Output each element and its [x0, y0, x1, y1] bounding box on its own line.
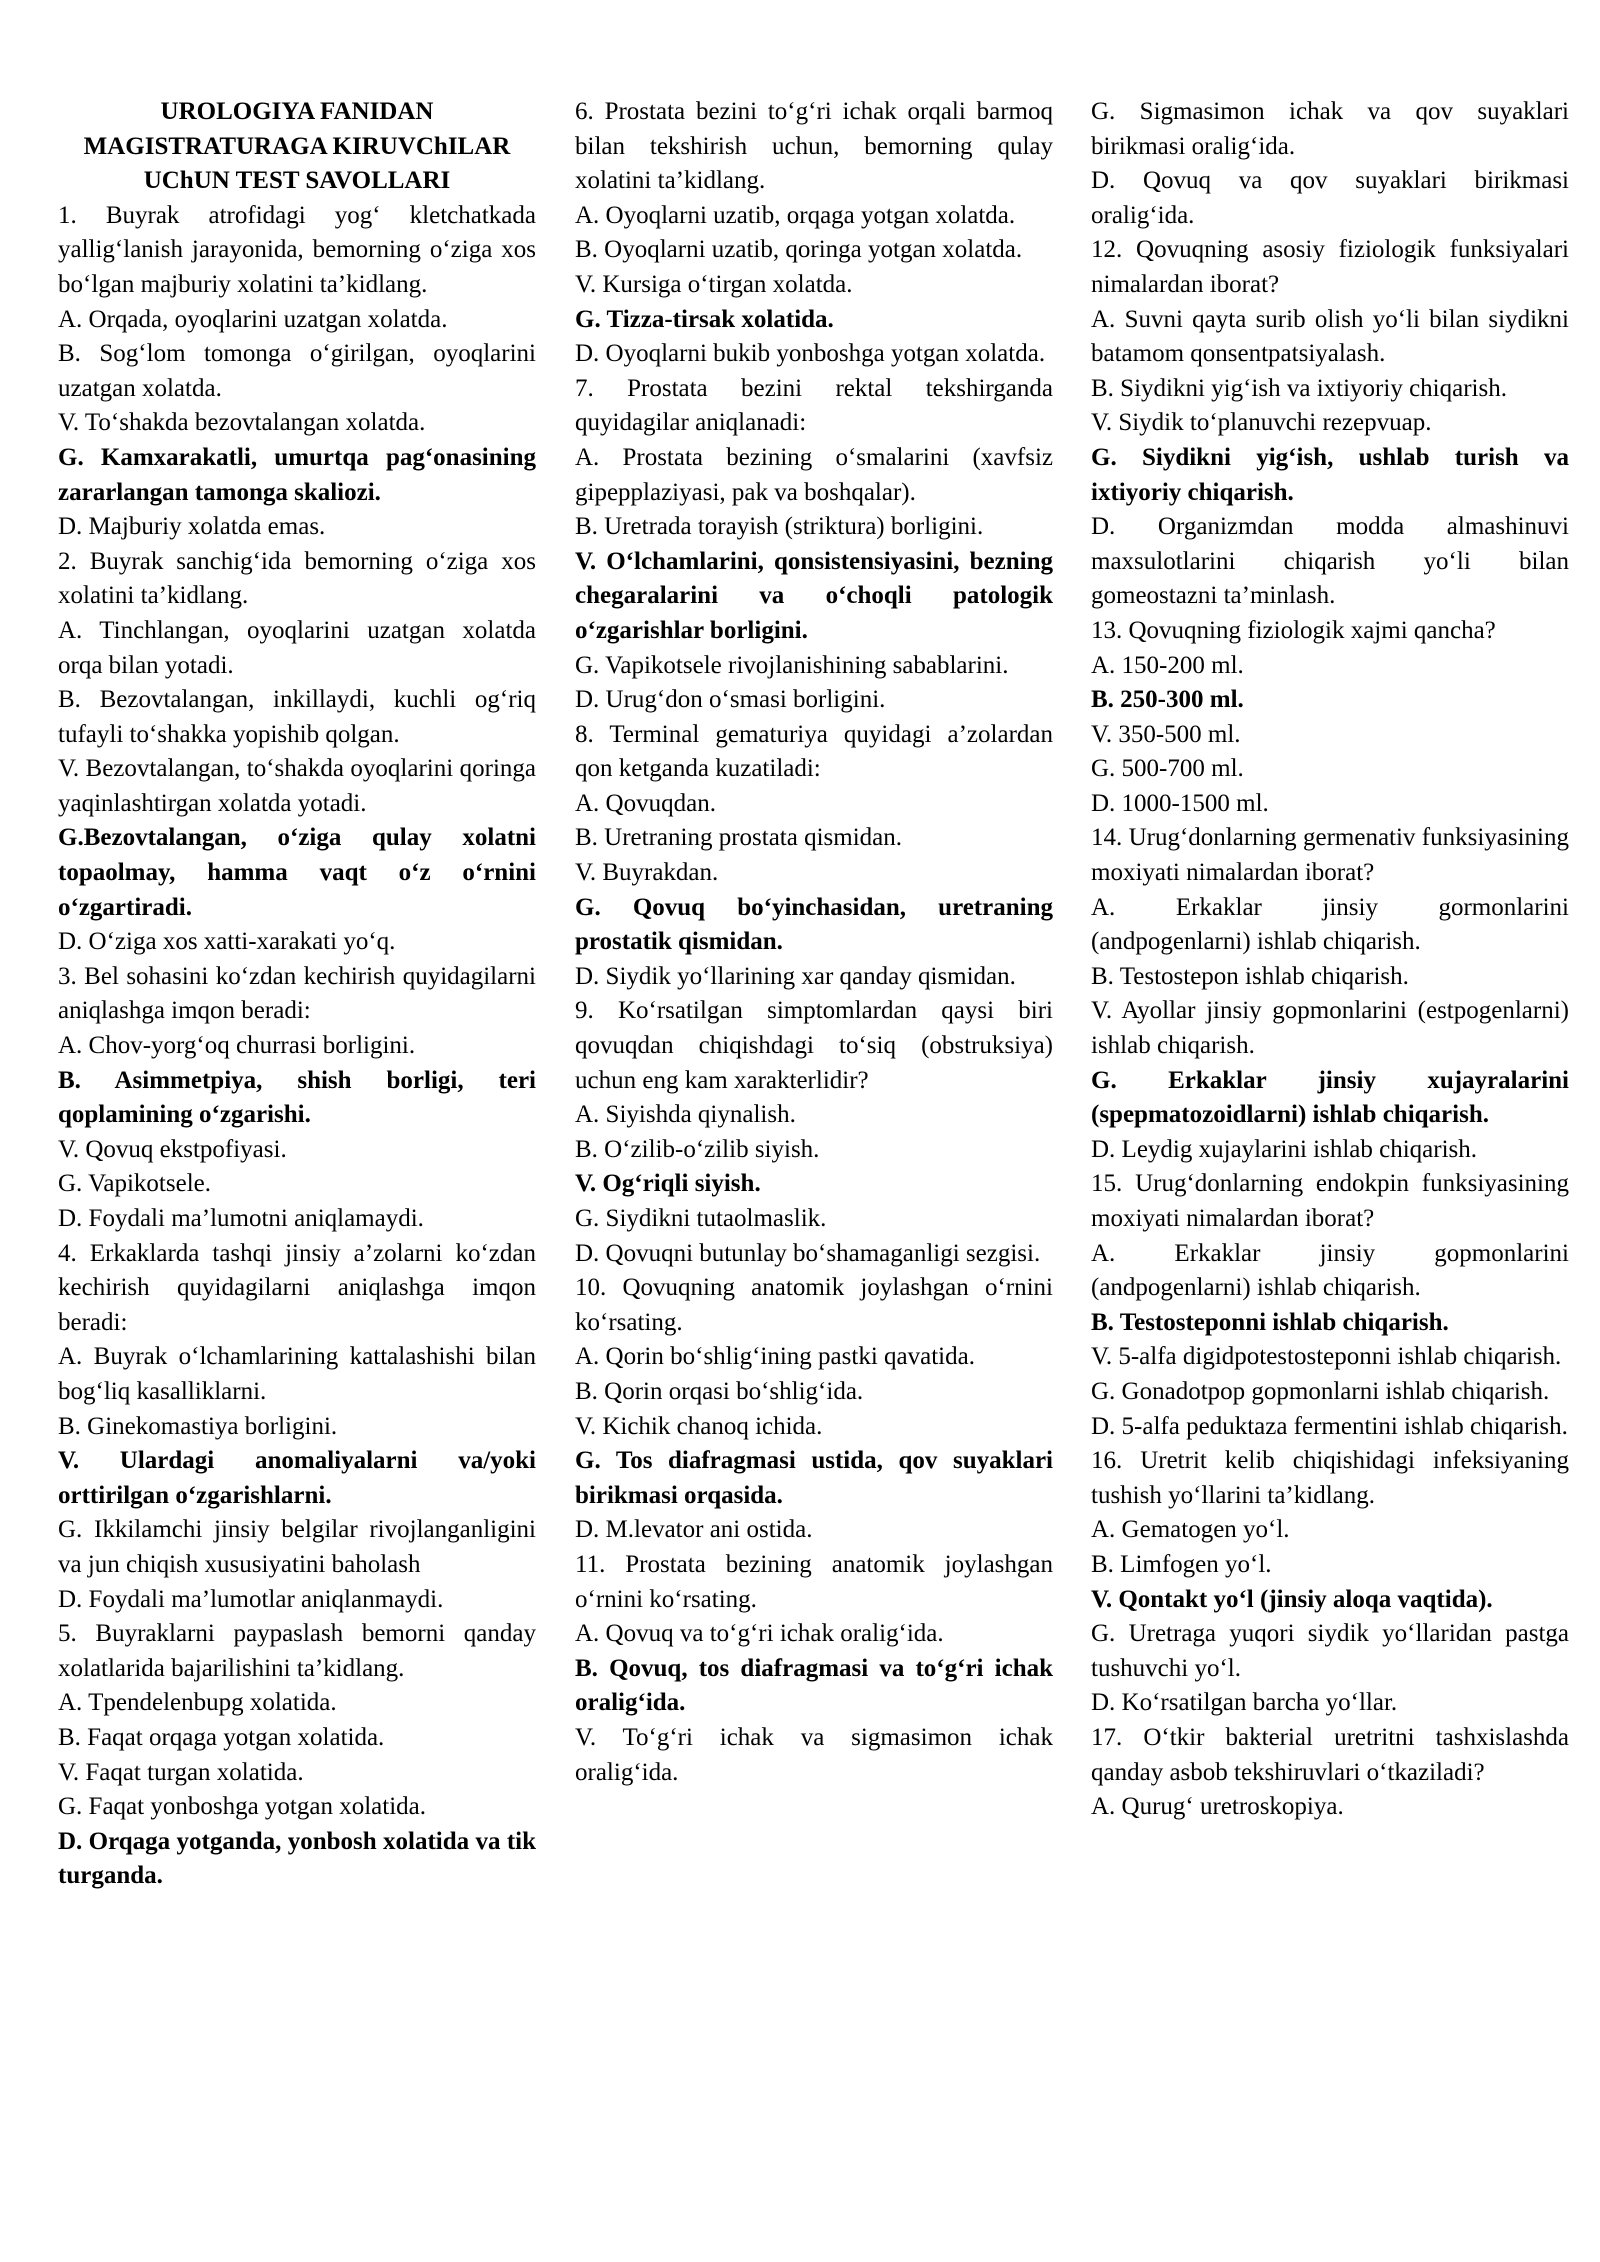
answer-key-line: G. Qovuq bo‘yinchasidan, uretraning prostatik qismidan. — [575, 893, 1053, 956]
question-line: B. Oyoqlarni uzatib, qoringa yotgan xolatda. — [575, 236, 1023, 264]
question-line: A. Oyoqlarni uzatib, orqaga yotgan xolatda. — [575, 201, 1016, 229]
question-line: D. Organizmdan modda almashinuvi maxsulotlarini chiqarish yo‘li bilan gomeostazni ta’minlash. — [1091, 513, 1569, 610]
question-line: A. Siyishda qiynalish. — [575, 1101, 796, 1129]
question-line: V. Faqat turgan xolatida. — [58, 1758, 304, 1786]
question-line: G. Gonadotpop gopmonlarni ishlab chiqarish. — [1091, 1377, 1550, 1405]
answer-key-line: G. Kamxarakatli, umurtqa pag‘onasining zararlangan tamonga skaliozi. — [58, 443, 536, 506]
question-line: D. Oyoqlarni bukib yonboshga yotgan xolatda. — [575, 340, 1046, 368]
question-line: 16. Uretrit kelib chiqishidagi infeksiyaning tushish yo‘llarini ta’kidlang. — [1091, 1447, 1569, 1509]
question-line: V. 350-500 ml. — [1091, 720, 1241, 748]
question-line: 5. Buyraklarni paypaslash bemorni qanday xolatlarida bajarilishini ta’kidlang. — [58, 1620, 536, 1682]
question-line: B. Limfogen yo‘l. — [1091, 1550, 1272, 1578]
question-line: A. Qorin bo‘shlig‘ining pastki qavatida. — [575, 1343, 975, 1371]
question-line: A. Erkaklar jinsiy gormonlarini (andpogenlarni) ishlab chiqarish. — [1091, 893, 1569, 956]
question-line: 1. Buyrak atrofidagi yog‘ kletchatkada yallig‘lanish jarayonida, bemorning o‘ziga xos bo‘lgan majburiy xolatini ta’kidlang. — [58, 201, 536, 298]
question-line: B. Testostepon ishlab chiqarish. — [1091, 962, 1409, 990]
text-column-2 — [575, 95, 1053, 1790]
question-line: B. Ginekomastiya borligini. — [58, 1412, 338, 1440]
question-line: D. Qovuqni butunlay bo‘shamaganligi sezgisi. — [575, 1239, 1041, 1267]
answer-key-line: B. Asimmetpiya, shish borligi, teri qoplamining o‘zgarishi. — [58, 1066, 536, 1129]
question-line: B. Qorin orqasi bo‘shlig‘ida. — [575, 1377, 864, 1405]
answer-key-line: G. Siydikni yig‘ish, ushlab turish va ixtiyoriy chiqarish. — [1091, 443, 1569, 506]
question-line: D. Siydik yo‘llarining xar qanday qismidan. — [575, 962, 1016, 990]
question-line: V. To‘g‘ri ichak va sigmasimon ichak oralig‘ida. — [575, 1723, 1053, 1786]
answer-key-line: V. Og‘riqli siyish. — [575, 1170, 761, 1198]
question-line: 14. Urug‘donlarning germenativ funksiyasining moxiyati nimalardan iborat? — [1091, 824, 1569, 887]
question-line: G. Vapikotsele rivojlanishining sabablarini. — [575, 651, 1009, 679]
question-line: V. Bezovtalangan, to‘shakda oyoqlarini qoringa yaqinlashtirgan xolatda yotadi. — [58, 755, 536, 817]
question-line: B. Sog‘lom tomonga o‘girilgan, oyoqlarini uzatgan xolatda. — [58, 340, 536, 402]
question-line: D. Majburiy xolatda emas. — [58, 513, 326, 541]
question-line: V. Siydik to‘planuvchi rezepvuap. — [1091, 409, 1432, 437]
answer-key-line: G. Tizza-tirsak xolatida. — [575, 305, 834, 333]
question-line: 13. Qovuqning fiziologik xajmi qancha? — [1091, 616, 1496, 644]
question-line: 2. Buyrak sanchig‘ida bemorning o‘ziga xos xolatini ta’kidlang. — [58, 547, 536, 610]
question-line: 6. Prostata bezini to‘g‘ri ichak orqali barmoq bilan tekshirish uchun, bemorning qulay xolatini ta’kidlang. — [575, 98, 1053, 195]
question-line: G. Faqat yonboshga yotgan xolatida. — [58, 1793, 426, 1821]
question-line: V. Kursiga o‘tirgan xolatda. — [575, 270, 853, 298]
question-line: V. Qovuq ekstpofiyasi. — [58, 1135, 287, 1163]
question-line: B. O‘zilib-o‘zilib siyish. — [575, 1135, 820, 1163]
question-line: A. Qovuqdan. — [575, 789, 716, 817]
text-column-1 — [58, 95, 536, 1894]
question-line: V. 5-alfa digidpotestosteponni ishlab chiqarish. — [1091, 1343, 1562, 1371]
answer-key-line: V. Ulardagi anomaliyalarni va/yoki orttirilgan o‘zgarishlarni. — [58, 1447, 536, 1509]
question-line: D. Foydali ma’lumotlar aniqlanmaydi. — [58, 1585, 444, 1613]
question-line: D. Foydali ma’lumotni aniqlamaydi. — [58, 1205, 424, 1232]
question-line: B. Siydikni yig‘ish va ixtiyoriy chiqarish. — [1091, 374, 1507, 402]
question-line: D. 5-alfa peduktaza fermentini ishlab chiqarish. — [1091, 1412, 1568, 1440]
question-line: A. Qovuq va to‘g‘ri ichak oralig‘ida. — [575, 1620, 944, 1648]
question-line: A. Suvni qayta surib olish yo‘li bilan siydikni batamom qonsentpatsiyalash. — [1091, 305, 1569, 368]
question-line: V. To‘shakda bezovtalangan xolatda. — [58, 409, 426, 437]
question-line: 3. Bel sohasini ko‘zdan kechirish quyidagilarni aniqlashga imqon beradi: — [58, 962, 536, 1025]
question-line: A. Qurug‘ uretroskopiya. — [1091, 1793, 1344, 1821]
question-line: D. 1000-1500 ml. — [1091, 789, 1269, 817]
answer-key-line: B. 250-300 ml. — [1091, 686, 1244, 714]
question-line: V. Ayollar jinsiy gopmonlarini (estpogenlarni) ishlab chiqarish. — [1091, 997, 1569, 1060]
question-line: D. Urug‘don o‘smasi borligini. — [575, 686, 886, 714]
question-line: 17. O‘tkir bakterial uretritni tashxislashda qanday asbob tekshiruvlari o‘tkaziladi? — [1091, 1723, 1569, 1786]
question-line: D. Ko‘rsatilgan barcha yo‘llar. — [1091, 1689, 1398, 1717]
question-line: B. Faqat orqaga yotgan xolatida. — [58, 1723, 385, 1751]
question-line: D. Qovuq va qov suyaklari birikmasi oralig‘ida. — [1091, 167, 1569, 229]
question-line: G. Ikkilamchi jinsiy belgilar rivojlanganligini va jun chiqish xususiyatini baholash — [58, 1516, 536, 1578]
question-line: A. Prostata bezining o‘smalarini (xavfsiz gipepplaziyasi, pak va boshqalar). — [575, 443, 1053, 506]
question-line: A. Orqada, oyoqlarini uzatgan xolatda. — [58, 305, 448, 333]
document-title: UROLOGIYA FANIDAN MAGISTRATURAGA KIRUVChILAR UChUN TEST SAVOLLARI — [83, 98, 511, 195]
question-line: A. Buyrak o‘lchamlarining kattalashishi bilan bog‘liq kasalliklarni. — [58, 1343, 536, 1405]
question-line: 9. Ko‘rsatilgan simptomlardan qaysi biri qovuqdan chiqishdagi to‘siq (obstruksiya) uchun eng kam xarakterlidir? — [575, 997, 1053, 1094]
question-line: 15. Urug‘donlarning endokpin funksiyasining moxiyati nimalardan iborat? — [1091, 1170, 1569, 1232]
question-line: 12. Qovuqning asosiy fiziologik funksiyalari nimalardan iborat? — [1091, 236, 1569, 298]
question-line: 11. Prostata bezining anatomik joylashgan o‘rnini ko‘rsating. — [575, 1550, 1053, 1613]
question-line: 7. Prostata bezini rektal tekshirganda quyidagilar aniqlanadi: — [575, 374, 1053, 437]
answer-key-line: G. Erkaklar jinsiy xujayralarini (spepmatozoidlarni) ishlab chiqarish. — [1091, 1066, 1569, 1129]
question-line: V. Kichik chanoq ichida. — [575, 1412, 823, 1440]
question-line: A. Tinchlangan, oyoqlarini uzatgan xolatda orqa bilan yotadi. — [58, 616, 536, 679]
text-column-3 — [1091, 95, 1569, 1825]
question-line: A. 150-200 ml. — [1091, 651, 1244, 679]
question-line: B. Uretraning prostata qismidan. — [575, 824, 903, 852]
question-line: G. Sigmasimon ichak va qov suyaklari birikmasi oralig‘ida. — [1091, 98, 1569, 160]
question-line: 8. Terminal gematuriya quyidagi a’zolardan qon ketganda kuzatiladi: — [575, 720, 1053, 783]
question-line: V. Buyrakdan. — [575, 859, 719, 887]
question-line: D. M.levator ani ostida. — [575, 1516, 813, 1544]
question-line: A. Chov-yorg‘oq churrasi borligini. — [58, 1032, 416, 1060]
question-line: B. Bezovtalangan, inkillaydi, kuchli og‘riq tufayli to‘shakka yopishib qolgan. — [58, 686, 536, 748]
question-line: D. O‘ziga xos xatti-xarakati yo‘q. — [58, 928, 396, 956]
question-line: G. Uretraga yuqori siydik yo‘llaridan pastga tushuvchi yo‘l. — [1091, 1620, 1569, 1682]
question-line: A. Tpendelenbupg xolatida. — [58, 1689, 337, 1717]
question-line: 10. Qovuqning anatomik joylashgan o‘rnini ko‘rsating. — [575, 1274, 1053, 1336]
answer-key-line: D. Orqaga yotganda, yonbosh xolatida va tik turganda. — [58, 1827, 536, 1890]
question-line: G. Vapikotsele. — [58, 1170, 211, 1198]
question-line: B. Uretrada torayish (striktura) borligini. — [575, 513, 984, 541]
question-line: A. Gematogen yo‘l. — [1091, 1516, 1290, 1544]
question-line: G. 500-700 ml. — [1091, 755, 1244, 783]
question-line: 4. Erkaklarda tashqi jinsiy a’zolarni ko‘zdan kechirish quyidagilarni aniqlashga imqon beradi: — [58, 1239, 536, 1336]
question-line: G. Siydikni tutaolmaslik. — [575, 1205, 827, 1232]
answer-key-line: V. Qontakt yo‘l (jinsiy aloqa vaqtida). — [1091, 1585, 1493, 1613]
answer-key-line: B. Qovuq, tos diafragmasi va to‘g‘ri ichak oralig‘ida. — [575, 1654, 1053, 1717]
answer-key-line: G. Tos diafragmasi ustida, qov suyaklari birikmasi orqasida. — [575, 1447, 1053, 1509]
question-line: D. Leydig xujaylarini ishlab chiqarish. — [1091, 1135, 1478, 1163]
answer-key-line: B. Testosteponni ishlab chiqarish. — [1091, 1308, 1449, 1336]
answer-key-line: G.Bezovtalangan, o‘ziga qulay xolatni topaolmay, hamma vaqt o‘z o‘rnini o‘zgartiradi. — [58, 824, 536, 921]
answer-key-line: V. O‘lchamlarini, qonsistensiyasini, bezning chegaralarini va o‘choqli patologik o‘zgarishlar borligini. — [575, 547, 1053, 644]
question-line: A. Erkaklar jinsiy gopmonlarini (andpogenlarni) ishlab chiqarish. — [1091, 1239, 1569, 1302]
